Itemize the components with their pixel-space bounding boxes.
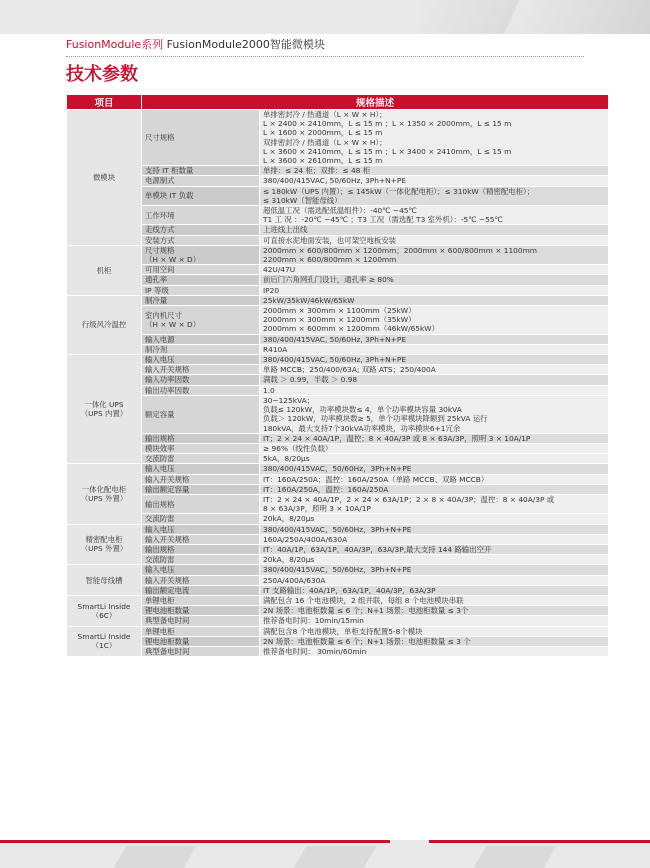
row-spec: 380/400/415VAC，50/60Hz，3Ph+N+PE <box>260 464 609 474</box>
row-item: 典型备电时间 <box>142 646 260 656</box>
row-spec: IT：40A/1P，63A/1P，40A/3P，63A/3P,最大支持 144 路输出空开 <box>260 544 609 554</box>
row-spec: 380/400/415VAC, 50/60Hz, 3Ph+N+PE <box>260 355 609 365</box>
row-item: 单锂电柜 <box>142 626 260 636</box>
row-item: 锂电池柜数量 <box>142 636 260 646</box>
row-item: 输出功率因数 <box>142 385 260 395</box>
row-item: 典型备电时间 <box>142 616 260 626</box>
row-item: 输入功率因数 <box>142 375 260 385</box>
row-spec: 超低温工况（需选配低温组件）：-40℃ ~45℃ T1 工 况 ：-20℃ ~45℃ ；T3 工况（需选配 T3 室外机）：-5℃ ~55℃ <box>260 206 609 225</box>
row-item: 尺寸规格 （H × W × D） <box>142 245 260 264</box>
row-item: IP 等级 <box>142 285 260 295</box>
table-row <box>67 176 609 186</box>
row-spec: 5kA，8/20μs <box>260 454 609 464</box>
group-name: 机柜 <box>67 245 142 295</box>
row-item: 制冷量 <box>142 295 260 305</box>
page-header <box>66 38 325 52</box>
row-item: 输出额定电流 <box>142 585 260 595</box>
row-item: 安装方式 <box>142 235 260 245</box>
row-spec: 单路 MCCB；250/400/63A; 双路 ATS；250/400A <box>260 365 609 375</box>
row-item: 工作环境 <box>142 206 260 225</box>
spec-table <box>66 94 609 657</box>
table-row <box>67 636 609 646</box>
row-spec: 250A/400A/630A <box>260 575 609 585</box>
table-row <box>67 454 609 464</box>
row-item: 尺寸规格 <box>142 110 260 166</box>
table-row <box>67 484 609 494</box>
table-row <box>67 555 609 565</box>
row-item: 输入电压 <box>142 355 260 365</box>
table-row <box>67 626 609 636</box>
row-spec: 前后门六角网孔门设计，通孔率 ≥ 80% <box>260 275 609 285</box>
row-spec: ≤ 180kW（UPS 内置）；≤ 145kW（一体化配电柜）；≤ 310kW（精密配电柜）； ≤ 310kW（智能母线） <box>260 186 609 205</box>
row-item: 输入开关规格 <box>142 534 260 544</box>
table-row <box>67 534 609 544</box>
row-spec: 380/400/415VAC，50/60Hz，3Ph+N+PE <box>260 524 609 534</box>
row-spec: 42U/47U <box>260 265 609 275</box>
row-spec: 380/400/415VAC, 50/60Hz, 3Ph+N+PE <box>260 334 609 344</box>
row-item: 输入电源 <box>142 334 260 344</box>
row-item: 走线方式 <box>142 225 260 235</box>
row-item: 输入电压 <box>142 524 260 534</box>
row-item: 交流防雷 <box>142 454 260 464</box>
row-spec: 满载 ＞ 0.99，半载 ＞ 0.98 <box>260 375 609 385</box>
row-spec: IT；2 × 24 × 40A/1P，温控；8 × 40A/3P 或 8 × 63A/3P，照明 3 × 10A/1P <box>260 433 609 443</box>
row-item: 输出规格 <box>142 544 260 554</box>
table-row <box>67 265 609 275</box>
row-item: 输入电压 <box>142 565 260 575</box>
row-spec: 单排密封冷 / 热通道（L × W × H）； L × 2400 × 2410mm，L ≤ 15 m ；L × 1350 × 2000mm，L ≤ 15 m L × 1600 × 2000mm，L ≤ 15 m 双排密封冷 / 热通道（L × W × H）； L × 3600 × 2410mm，L ≤ 15 m ；L × 3400 × 2410mm，L ≤ 15 m L × 3600 × 2610mm，L ≤ 15 m <box>260 110 609 166</box>
product-name: FusionModule2000智能微模块 <box>163 38 325 51</box>
top-banner <box>0 0 650 34</box>
table-row <box>67 464 609 474</box>
table-header-row <box>67 95 609 110</box>
group-name: SmartLi Inside （1C） <box>67 626 142 657</box>
bottom-decor-slash <box>474 846 557 868</box>
column-header-item: 项目 <box>67 95 142 110</box>
table-row <box>67 186 609 205</box>
row-spec: IT 支路输出：40A/1P，63A/1P，40A/3P，63A/3P <box>260 585 609 595</box>
table-row <box>67 334 609 344</box>
table-row <box>67 443 609 453</box>
row-item: 输入电压 <box>142 464 260 474</box>
table-row <box>67 110 609 166</box>
table-row <box>67 524 609 534</box>
row-item: 输入开关规格 <box>142 575 260 585</box>
row-item: 额定容量 <box>142 395 260 433</box>
row-spec: 1.0 <box>260 385 609 395</box>
table-row <box>67 275 609 285</box>
row-spec: 25kW/35kW/46kW/65kW <box>260 295 609 305</box>
group-name: SmartLi Inside （6C） <box>67 595 142 626</box>
row-item: 通孔率 <box>142 275 260 285</box>
table-row <box>67 375 609 385</box>
row-spec: R410A <box>260 344 609 354</box>
table-row <box>67 395 609 433</box>
table-row <box>67 606 609 616</box>
table-row <box>67 235 609 245</box>
table-row <box>67 544 609 554</box>
header-divider <box>66 56 584 57</box>
group-name: 精密配电柜 （UPS 外置） <box>67 524 142 565</box>
row-item: 交流防雷 <box>142 514 260 524</box>
row-item: 单锂电柜 <box>142 595 260 605</box>
table-row <box>67 433 609 443</box>
row-spec: 160A/250A/400A/630A <box>260 534 609 544</box>
table-row <box>67 295 609 305</box>
table-row <box>67 565 609 575</box>
row-item: 制冷剂 <box>142 344 260 354</box>
row-spec: 推荐备电时间： 30min/60min <box>260 646 609 656</box>
row-spec: 30~125kVA； 负载≤ 120kW，功率模块数≤ 4，单个功率模块容量 30kVA 负载＞ 120kW，功率模块数≥ 5，单个功率模块降额到 25kVA 运行 180kVA，最大支持7个30kVA功率模块，功率模块6+1冗余 <box>260 395 609 433</box>
group-name: 微模块 <box>67 110 142 246</box>
row-spec: 380/400/415VAC，50/60Hz，3Ph+N+PE <box>260 565 609 575</box>
row-spec: 单排：≤ 24 柜；双排：≤ 48 柜 <box>260 166 609 176</box>
row-item: 可用空间 <box>142 265 260 275</box>
group-name: 一体化 UPS （UPS 内置） <box>67 355 142 464</box>
row-item: 锂电池柜数量 <box>142 606 260 616</box>
table-row <box>67 245 609 264</box>
row-spec: 20kA，8/20μs <box>260 555 609 565</box>
table-row <box>67 355 609 365</box>
row-item: 电源制式 <box>142 176 260 186</box>
table-row <box>67 474 609 484</box>
row-spec: 2000mm × 300mm × 1100mm（25kW） 2000mm × 300mm × 1200mm（35kW） 2000mm × 600mm × 1200mm（46kW/65kW） <box>260 306 609 335</box>
page-title: 技术参数 <box>66 64 138 85</box>
table-row <box>67 595 609 605</box>
row-spec: 380/400/415VAC, 50/60Hz, 3Ph+N+PE <box>260 176 609 186</box>
table-row <box>67 206 609 225</box>
row-spec: IT：160A/250A；温控：160A/250A（单路 MCCB、双路 MCCB） <box>260 474 609 484</box>
table-row <box>67 344 609 354</box>
table-row <box>67 166 609 176</box>
table-row <box>67 575 609 585</box>
row-spec: 推荐备电时间：10min/15min <box>260 616 609 626</box>
row-spec: 2000mm × 600/800mm × 1200mm；2000mm × 600/800mm × 1100mm 2200mm × 600/800mm × 1200mm <box>260 245 609 264</box>
table-row <box>67 225 609 235</box>
table-row <box>67 616 609 626</box>
row-item: 室内机尺寸 （H × W × D） <box>142 306 260 335</box>
row-item: 输入开关规格 <box>142 474 260 484</box>
row-spec: 满配包含8 个电池模块，单柜支持配置5-8个模块 <box>260 626 609 636</box>
group-name: 一体化配电柜 （UPS 外置） <box>67 464 142 524</box>
series-brand: FusionModule系列 <box>66 38 164 51</box>
row-item: 输入开关规格 <box>142 365 260 375</box>
table-row <box>67 646 609 656</box>
row-spec: ≥ 96%（线性负载） <box>260 443 609 453</box>
row-item: 支持 IT 柜数量 <box>142 166 260 176</box>
bottom-decor-slash <box>114 846 197 868</box>
row-spec: 2N 场景：电池柜数量 ≤ 6 个；N+1 场景：电池柜数量 ≤ 3个 <box>260 606 609 616</box>
table-row <box>67 285 609 295</box>
table-row <box>67 494 609 513</box>
row-spec: 可直接水泥地面安装，也可架空地板安装 <box>260 235 609 245</box>
table-row <box>67 514 609 524</box>
row-spec: 上进线上出线 <box>260 225 609 235</box>
bottom-red-stripe <box>0 840 650 843</box>
row-item: 模块效率 <box>142 443 260 453</box>
row-item: 输出规格 <box>142 433 260 443</box>
row-spec: IP20 <box>260 285 609 295</box>
row-item: 输出额定容量 <box>142 484 260 494</box>
row-item: 交流防雷 <box>142 555 260 565</box>
row-spec: 满配包含 16 个电池模块，2 组并联，每组 8 个电池模块串联 <box>260 595 609 605</box>
row-spec: 20kA，8/20μs <box>260 514 609 524</box>
table-row <box>67 365 609 375</box>
table-row <box>67 585 609 595</box>
column-header-spec: 规格描述 <box>142 95 609 110</box>
row-item: 输出规格 <box>142 494 260 513</box>
row-spec: IT：160A/250A，温控：160A/250A <box>260 484 609 494</box>
group-name: 智能母线槽 <box>67 565 142 596</box>
table-row <box>67 306 609 335</box>
group-name: 行级风冷温控 <box>67 295 142 354</box>
table-row <box>67 385 609 395</box>
row-spec: 2N 场景：电池柜数量 ≤ 6 个；N+1 场景：电池柜数量 ≤ 3 个 <box>260 636 609 646</box>
row-spec: IT：2 × 24 × 40A/1P，2 × 24 × 63A/1P；2 × 8 × 40A/3P；温控：8 × 40A/3P 或 8 × 63A/3P，照明 3 × 10A/1P <box>260 494 609 513</box>
row-item: 单模块 IT 负载 <box>142 186 260 205</box>
bottom-decor-slash <box>294 846 377 868</box>
